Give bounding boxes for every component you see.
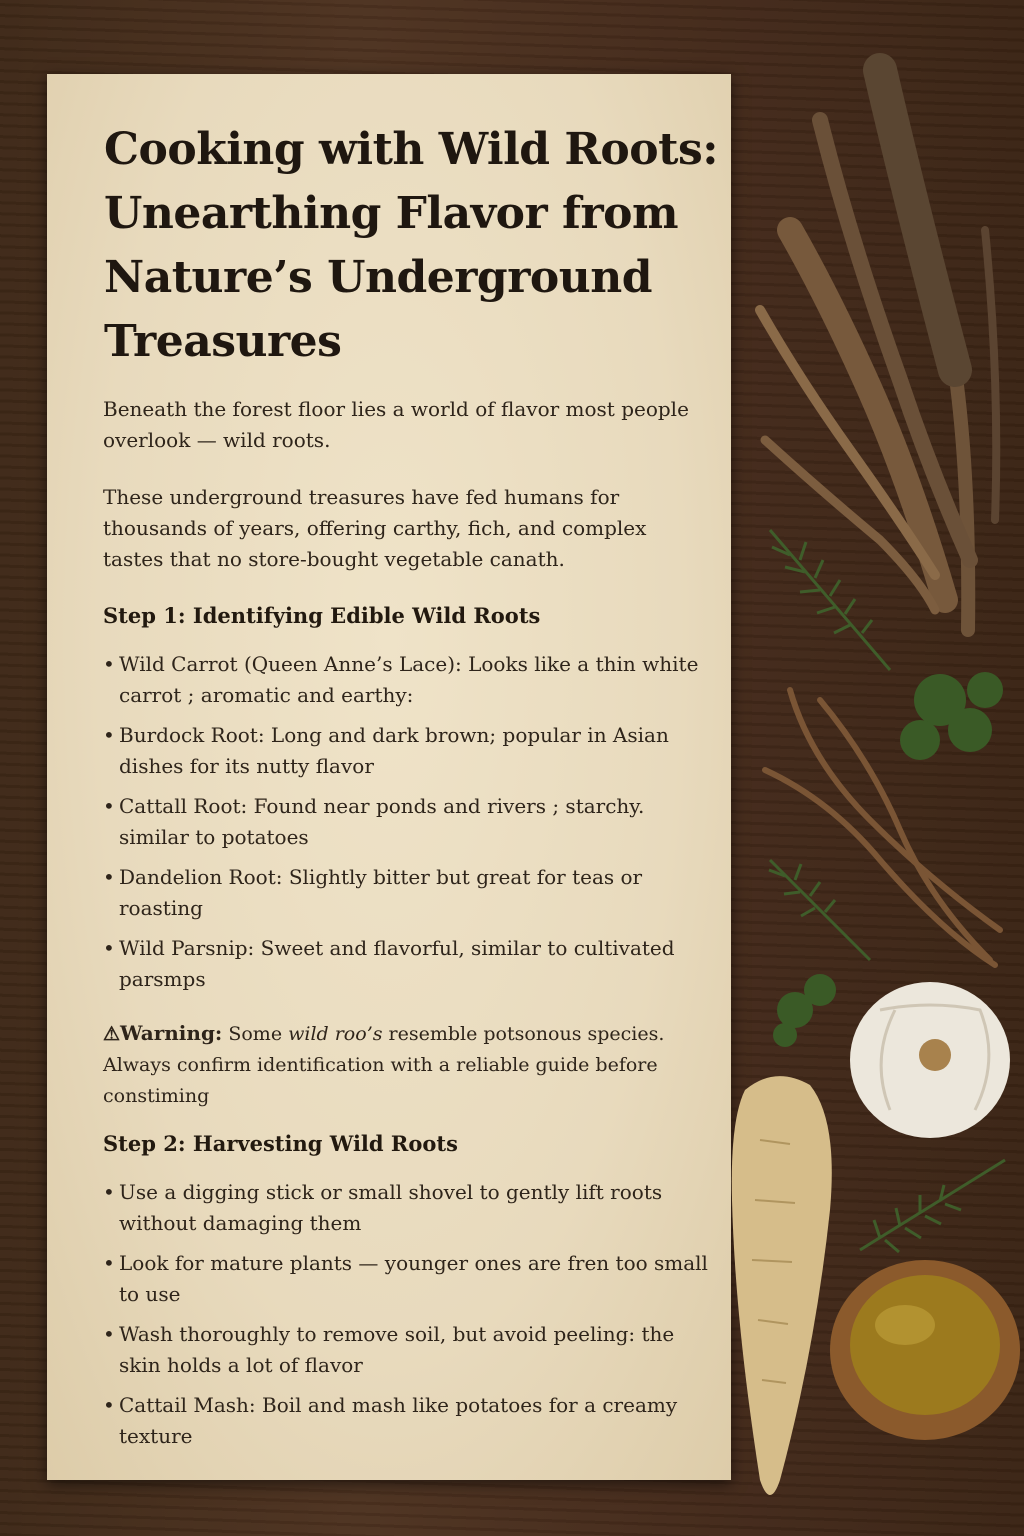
page-title: Cooking with Wild Roots: Unearthing Flavor from Nature’s Underground Treasures <box>104 124 718 367</box>
warning-text-italic: wild roo’s <box>288 1023 383 1045</box>
list-item: • Use a digging stick or small shovel to gently lift roots without damaging them <box>103 1177 713 1239</box>
list-item: • Dandelion Root: Slightly bitter but great for teas or roasting <box>103 862 713 924</box>
garlic-bulb-icon <box>850 982 1010 1138</box>
step1-list <box>103 649 713 1004</box>
step2-list <box>103 1177 713 1461</box>
parsnip-icon <box>732 1076 832 1495</box>
warning-text-post: resemble potsonous species. Always confirm identification with a reliable guide before constiming <box>103 1023 665 1107</box>
list-item: • Cattail Mash: Boil and mash like potatoes for a creamy texture <box>103 1390 713 1452</box>
ingredients-illustration <box>730 0 1024 1536</box>
step2-heading: Step 2: Harvesting Wild Roots <box>103 1131 458 1156</box>
warning-note <box>103 1018 718 1112</box>
list-item: • Wild Parsnip: Sweet and flavorful, similar to cultivated parsmps <box>103 933 713 995</box>
recipe-card <box>47 74 731 1480</box>
list-item: • Cattall Root: Found near ponds and rivers ; starchy. similar to potatoes <box>103 791 713 853</box>
burdock-roots-icon <box>760 70 996 630</box>
intro-paragraph-2: These underground treasures have fed humans for thousands of years, offering carthy, fich, and complex tastes that no store-bought vegetable canath. <box>103 485 647 571</box>
warning-icon: ⚠ <box>103 1023 121 1045</box>
warning-text-pre: Some <box>222 1023 289 1045</box>
list-item: • Burdock Root: Long and dark brown; popular in Asian dishes for its nutty flavor <box>103 720 713 782</box>
list-item: • Wild Carrot (Queen Anne’s Lace): Looks like a thin white carrot ; aromatic and earthy: <box>103 649 713 711</box>
oil-bowl-icon <box>830 1260 1020 1440</box>
intro-paragraph-1: Beneath the forest floor lies a world of flavor most people overlook — wild roots. <box>103 397 689 452</box>
step1-heading: Step 1: Identifying Edible Wild Roots <box>103 603 541 628</box>
list-item: • Wash thoroughly to remove soil, but avoid peeling: the skin holds a lot of flavor <box>103 1319 713 1381</box>
list-item: • Look for mature plants — younger ones are fren too small to use <box>103 1248 713 1310</box>
warning-label: Warning: <box>120 1021 223 1045</box>
